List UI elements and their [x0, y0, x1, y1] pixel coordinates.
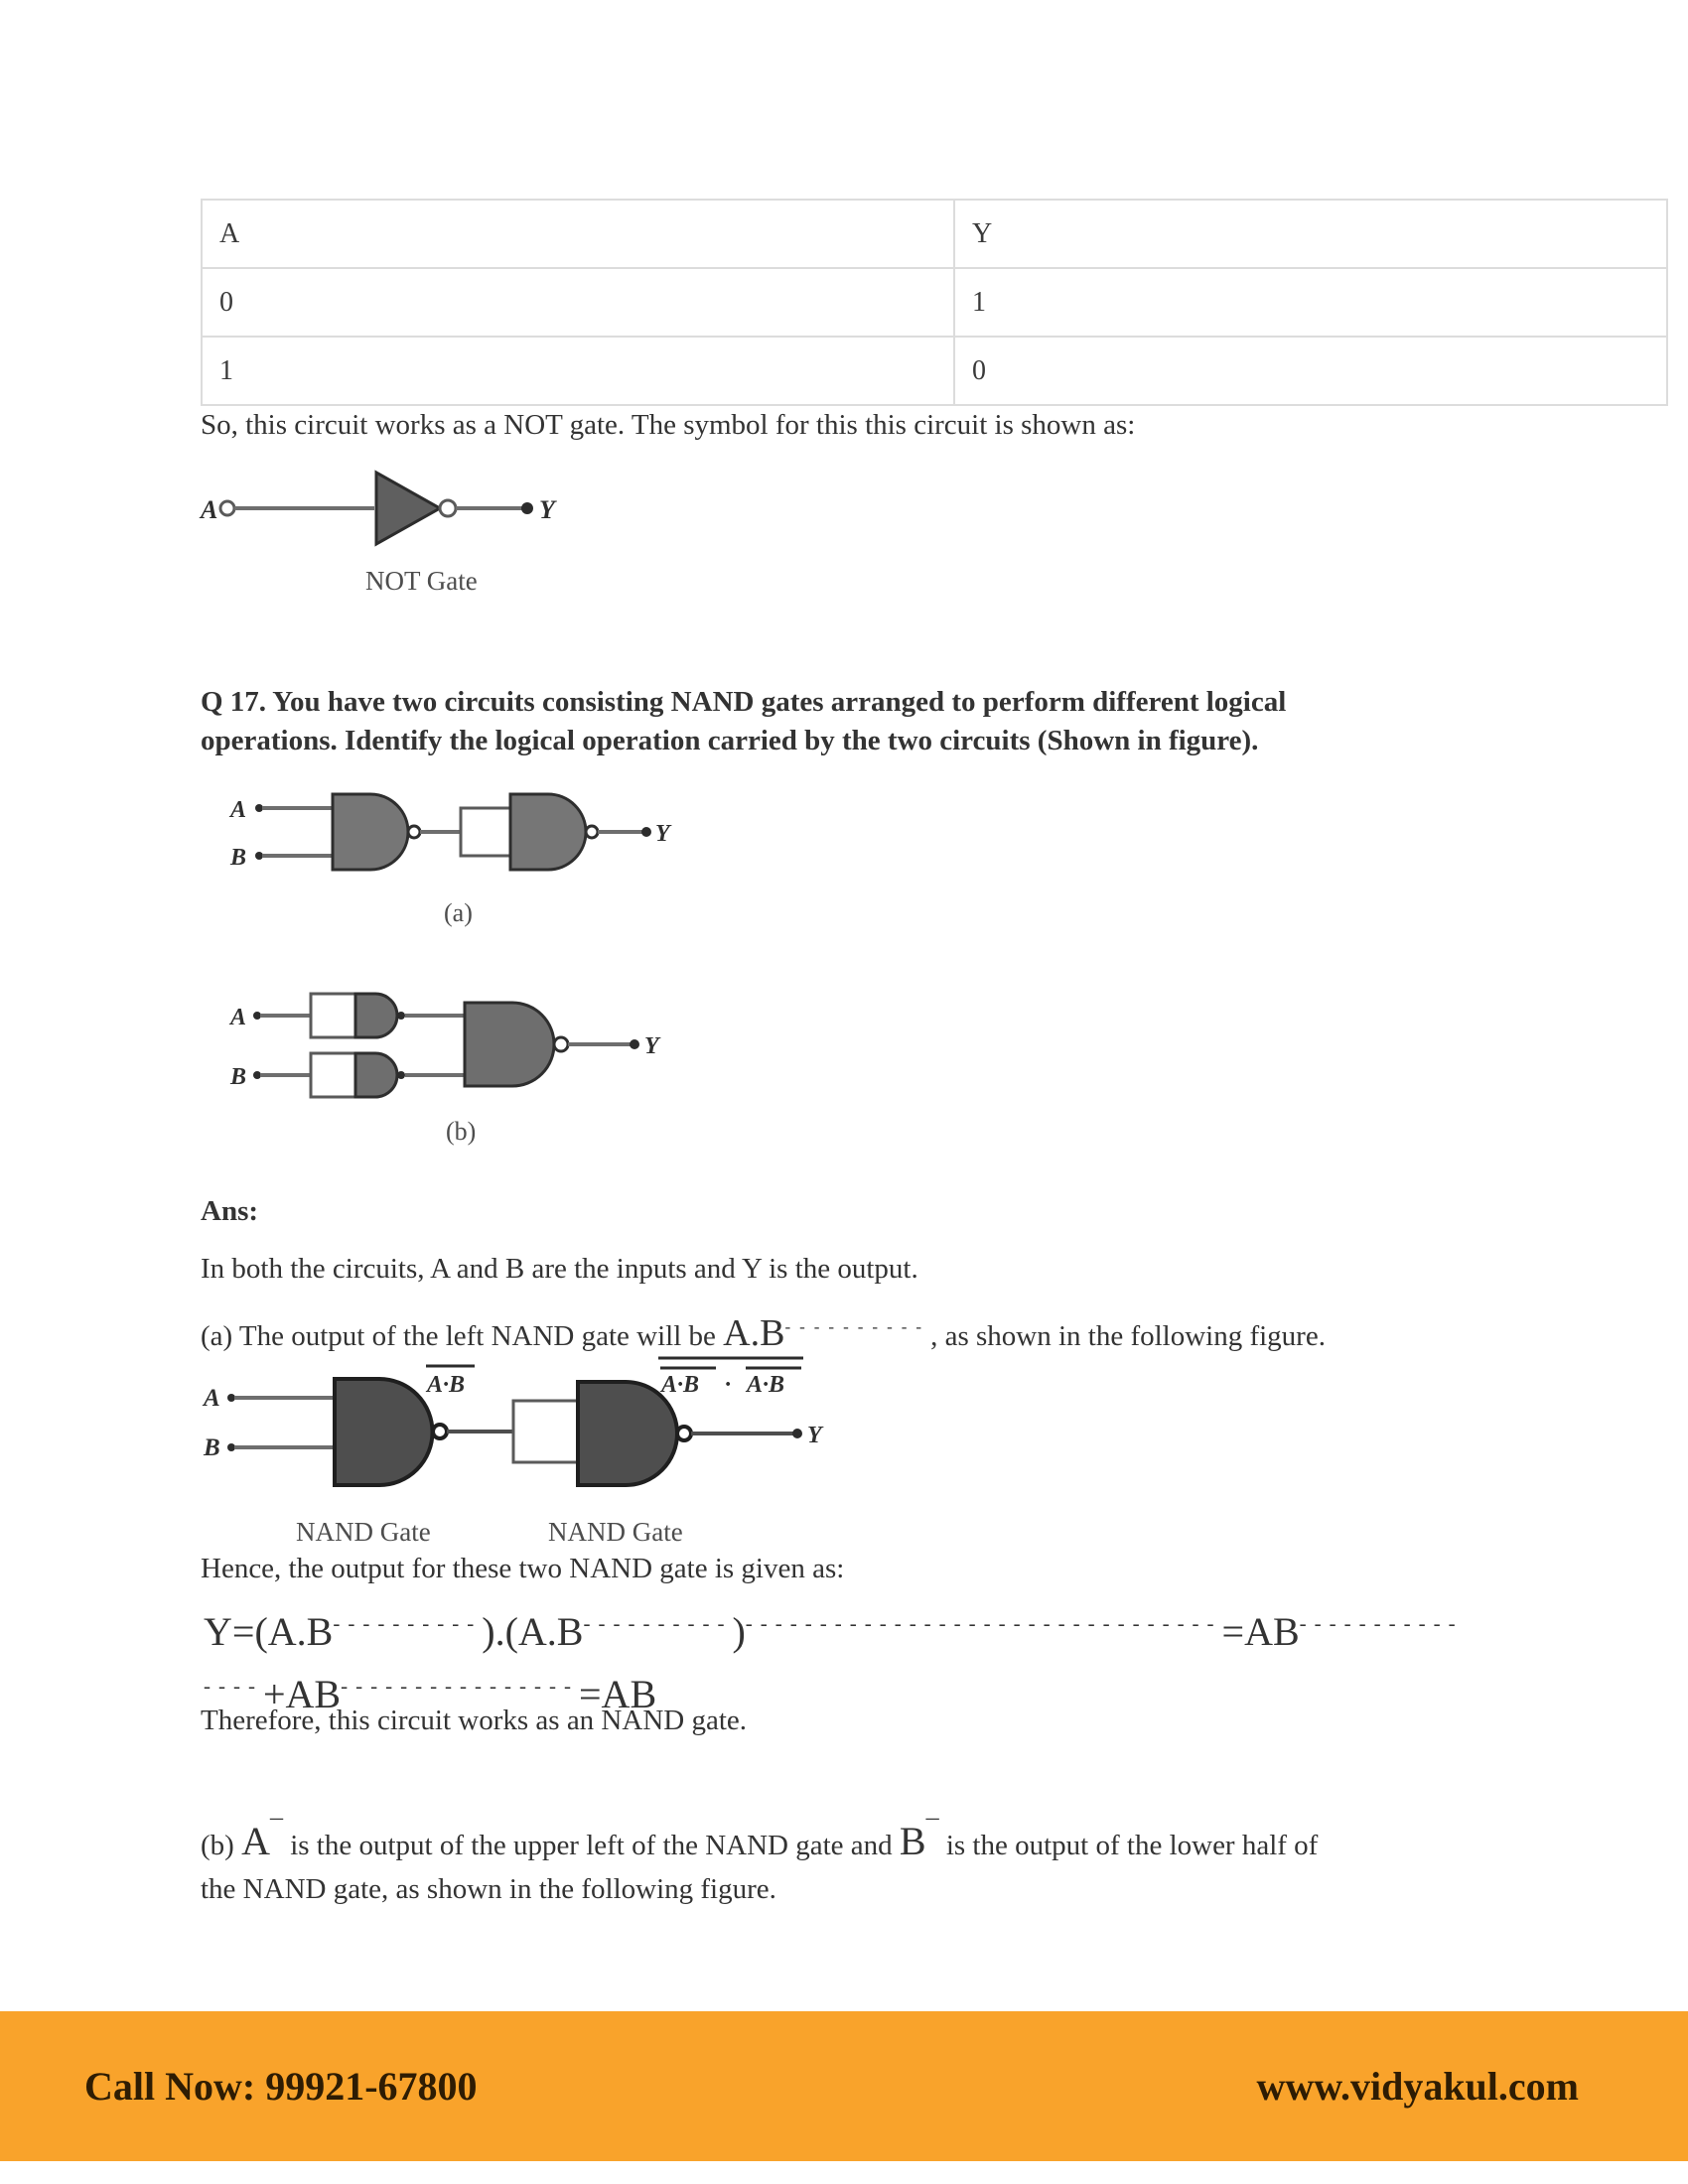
circuit-a-figure: [226, 782, 673, 941]
footer-website: www.vidyakul.com: [1256, 2064, 1579, 2109]
output-y-label: Y: [655, 821, 670, 847]
table-cell: 1: [202, 337, 954, 405]
formula-term: =AB: [1221, 1609, 1300, 1654]
answer-a-line: [201, 1308, 1326, 1355]
not-gate-figure: [195, 449, 572, 613]
not-triangle: [376, 473, 440, 544]
circuit-a-caption: (a): [444, 898, 473, 927]
junction-box: [461, 808, 510, 856]
junction-box: [311, 1053, 355, 1097]
answer-a-prefix: (a) The output of the left NAND gate will be: [201, 1320, 724, 1352]
answer-b-prefix: (b): [201, 1830, 242, 1861]
terminal-dot: [255, 804, 263, 812]
input-a-label: A: [204, 1385, 220, 1412]
nand-gate-caption-1: NAND Gate: [296, 1517, 431, 1547]
output-y-label: Y: [807, 1423, 822, 1448]
overline-dashes: ----------: [583, 1611, 733, 1635]
nand-gate-2: [510, 794, 586, 870]
macron: ¯: [269, 1816, 283, 1844]
answer-b-mid: is the output of the upper left of the NAND gate and: [282, 1830, 900, 1861]
not-gate-caption: NOT Gate: [365, 566, 478, 596]
nand-gate-1: [335, 1379, 433, 1485]
table-cell: 0: [954, 337, 1667, 405]
answer-b-tail-1: is the output of the lower half of: [938, 1830, 1319, 1861]
nand-gates-diagram: [199, 1354, 834, 1553]
truth-table: [201, 199, 1668, 406]
terminal-dot: [255, 852, 263, 860]
terminal-dot: [227, 1443, 235, 1451]
formula-term: =AB: [579, 1672, 657, 1716]
input-a-label: A: [201, 495, 218, 524]
gate-bubble: [433, 1425, 447, 1438]
table-cell: 0: [202, 268, 954, 337]
formula-term: Y=(A.B: [204, 1609, 334, 1654]
input-b-label: B: [230, 1064, 247, 1090]
terminal-dot: [253, 1012, 261, 1020]
overline-dashes: ----: [204, 1674, 263, 1698]
ans-label: Ans:: [201, 1195, 259, 1227]
junction-box: [513, 1401, 578, 1462]
input-terminal-circle: [220, 501, 234, 515]
table-cell: 1: [954, 268, 1667, 337]
second-output-label-left: A·B: [661, 1372, 700, 1398]
gate-output-dot: [397, 1071, 405, 1079]
overline-dashes: -----------: [1299, 1611, 1464, 1635]
nand-gates-figure: [199, 1354, 834, 1558]
formula-term: +AB: [262, 1672, 342, 1716]
gate-bubble: [677, 1427, 691, 1440]
inverter-bubble: [440, 500, 456, 516]
hence-line: Hence, the output for these two NAND gate is given as:: [201, 1553, 845, 1584]
gate-output-dot: [397, 1012, 405, 1020]
question-17: [201, 683, 1286, 760]
formula-term: ).(A.B: [482, 1609, 584, 1654]
input-b-label: B: [230, 845, 247, 871]
small-nand-gate-a: [355, 994, 397, 1037]
output-dot: [630, 1039, 639, 1049]
overline-dashes: ----------: [784, 1317, 931, 1336]
formula-line-1: [204, 1596, 1464, 1659]
circuit-b-diagram: [226, 978, 683, 1152]
second-output-label-right: A·B: [747, 1372, 785, 1398]
small-nand-gate-b: [355, 1053, 397, 1097]
output-dot: [792, 1429, 802, 1438]
nand-gate-caption-2: NAND Gate: [548, 1517, 683, 1547]
answer-b-tail-2: the NAND gate, as shown in the following figure.: [201, 1873, 776, 1905]
output-dot: [521, 502, 533, 514]
output-dot: [641, 827, 651, 837]
answer-b-paragraph: [201, 1809, 1551, 1911]
answer-a-suffix: , as shown in the following figure.: [930, 1320, 1326, 1352]
circuit-b-caption: (b): [446, 1117, 477, 1146]
table-row: [202, 200, 1667, 268]
not-gate-diagram: [195, 449, 572, 608]
footer-phone: Call Now: 99921-67800: [84, 2064, 478, 2109]
terminal-dot: [253, 1071, 261, 1079]
table-header-y: Y: [954, 200, 1667, 268]
nand-gate-1: [333, 794, 408, 870]
a-dot-b-expression: A.B: [723, 1312, 785, 1354]
first-output-label: A·B: [427, 1372, 466, 1398]
macron: ¯: [925, 1816, 939, 1844]
big-nand-gate: [465, 1003, 554, 1086]
formula-term: ): [732, 1609, 746, 1654]
terminal-dot: [227, 1394, 235, 1402]
second-output-label-dot: ·: [725, 1372, 731, 1398]
gate-bubble: [554, 1037, 568, 1051]
output-y-label: Y: [539, 495, 555, 524]
therefore-line: Therefore, this circuit works as an NAND gate.: [201, 1705, 748, 1736]
input-b-label: B: [204, 1434, 220, 1461]
question-line-2: operations. Identify the logical operation carried by the two circuits (Shown in figure).: [201, 725, 1259, 756]
input-a-label: A: [230, 1005, 247, 1030]
table-row: [202, 268, 1667, 337]
b-bar-expression: B: [899, 1819, 926, 1863]
gate-bubble: [408, 826, 420, 838]
gate-bubble: [586, 826, 598, 838]
a-bar-expression: A: [241, 1819, 270, 1863]
junction-box: [311, 994, 355, 1037]
circuit-b-figure: [226, 978, 683, 1157]
overline-dashes: ----------: [333, 1611, 483, 1635]
overline-dashes: ----------------: [341, 1674, 579, 1698]
table-row: [202, 337, 1667, 405]
input-a-label: A: [230, 797, 247, 823]
both-circuits-line: In both the circuits, A and B are the inputs and Y is the output.: [201, 1253, 918, 1285]
not-gate-sentence: So, this circuit works as a NOT gate. The symbol for this this circuit is shown as:: [201, 409, 1136, 441]
footer-band: [0, 2011, 1688, 2161]
circuit-a-diagram: [226, 782, 673, 936]
output-y-label: Y: [644, 1033, 659, 1059]
overline-dashes: --------------------------------: [745, 1611, 1222, 1635]
table-header-a: A: [202, 200, 954, 268]
question-line-1: Q 17. You have two circuits consisting NAND gates arranged to perform different logical: [201, 686, 1287, 718]
